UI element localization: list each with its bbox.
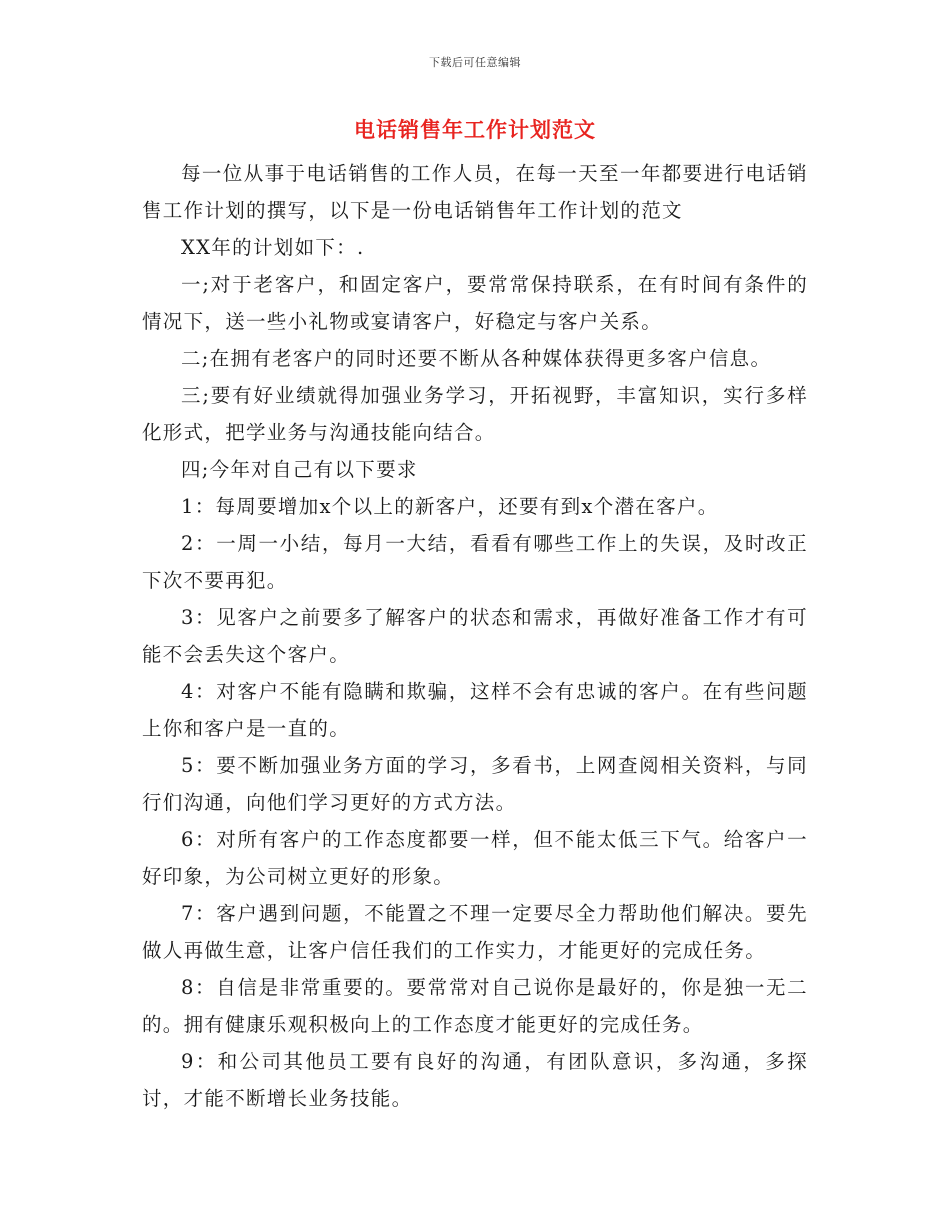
paragraph-item-4: 四;今年对自己有以下要求	[181, 458, 418, 481]
paragraph-item-1: 一;对于老客户，和固定客户，要常常保持联系，在有时间有条件的情况下，送一些小礼物或宴请客户，好稳定与客户关系。	[142, 273, 808, 333]
paragraph-plan-heading: XX年的计划如下：.	[181, 236, 365, 259]
paragraph-item-2: 二;在拥有老客户的同时还要不断从各种媒体获得更多客户信息。	[181, 347, 772, 370]
paragraph-requirement-2: 2：一周一小结，每月一大结，看看有哪些工作上的失误，及时改正下次不要再犯。	[142, 532, 808, 592]
paragraph-requirement-5: 5：要不断加强业务方面的学习，多看书，上网查阅相关资料，与同行们沟通，向他们学习更好的方式方法。	[142, 754, 808, 814]
paragraph-requirement-1: 1：每周要增加x个以上的新客户，还要有到x个潜在客户。	[181, 495, 719, 518]
paragraph-intro: 每一位从事于电话销售的工作人员，在每一天至一年都要进行电话销售工作计划的撰写，以下是一份电话销售年工作计划的范文	[142, 162, 808, 222]
paragraph-requirement-7: 7：客户遇到问题，不能置之不理一定要尽全力帮助他们解决。要先做人再做生意，让客户信任我们的工作实力，才能更好的完成任务。	[142, 902, 808, 962]
header-note: 下载后可任意编辑	[429, 56, 521, 69]
paragraph-item-3: 三;要有好业绩就得加强业务学习，开拓视野，丰富知识，实行多样化形式，把学业务与沟通技能向结合。	[142, 384, 808, 444]
paragraph-requirement-4: 4：对客户不能有隐瞒和欺骗，这样不会有忠诚的客户。在有些问题上你和客户是一直的。	[142, 680, 808, 740]
paragraph-requirement-6: 6：对所有客户的工作态度都要一样，但不能太低三下气。给客户一好印象，为公司树立更好的形象。	[142, 828, 808, 888]
paragraph-requirement-3: 3：见客户之前要多了解客户的状态和需求，再做好准备工作才有可能不会丢失这个客户。	[142, 606, 808, 666]
paragraph-requirement-8: 8：自信是非常重要的。要常常对自己说你是最好的，你是独一无二的。拥有健康乐观积极向上的工作态度才能更好的完成任务。	[142, 976, 808, 1036]
document-body	[142, 155, 808, 1117]
paragraph-requirement-9: 9：和公司其他员工要有良好的沟通，有团队意识，多沟通，多探讨，才能不断增长业务技能。	[142, 1050, 808, 1110]
document-title: 电话销售年工作计划范文	[354, 118, 596, 142]
